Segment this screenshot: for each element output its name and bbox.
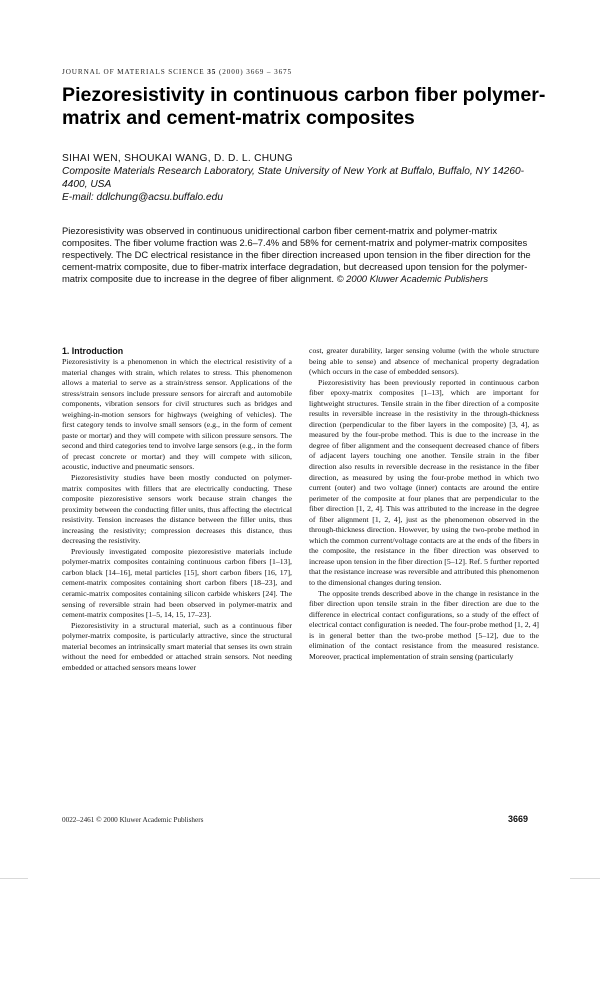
crop-mark-right: [570, 878, 600, 879]
affiliation: Composite Materials Research Laboratory, State University of New York at Buffalo, Buffalo, NY 14260-4400, USA: [62, 166, 525, 190]
journal-volume: 35: [207, 68, 217, 76]
journal-header: [62, 68, 292, 76]
abstract-text: Piezoresistivity was observed in continuous unidirectional carbon fiber cement-matrix and polymer-matrix composites. The fiber volume fraction was 2.6–7.4% and 58% for cement-matrix and polymer-matrix composites respectively. The DC electrical resistance in the fiber direction increased upon tension in the fiber direction for the cement-matrix composite, due to fiber-matrix interface degradation, but decreased upon tension for the polymer-matrix composite due to increase in the degree of fiber alignment.: [62, 225, 531, 285]
left-column: [62, 346, 292, 673]
section-heading: 1. Introduction: [62, 346, 124, 356]
right-column: [309, 346, 539, 662]
body-paragraph: The opposite trends described above in the change in resistance in the fiber direction upon tensile strain in the fiber direction are due to the difference in electrical contact configurations, so a study of the effect of electrical contact configuration is needed. The four-probe method [1, 2, 4] is in general better than the two-probe method [5–12], due to the elimination of the contact resistance from the measured resistance. Moreover, practical implementation of strain sensing (particularly: [309, 588, 539, 661]
journal-pages: (2000) 3669 – 3675: [218, 68, 293, 76]
contact-email: E-mail: ddlchung@acsu.buffalo.edu: [62, 192, 223, 203]
body-paragraph: Piezoresistivity in a structural material, such as a continuous fiber polymer-matrix composite, is particularly attractive, since the structural material becomes an intrinsically smart material that senses its own strain without the need for embedded or attached strain sensors. Not needing embedded or attached sensors means lower: [62, 620, 292, 672]
author-list: SIHAI WEN, SHOUKAI WANG, D. D. L. CHUNG: [62, 153, 293, 164]
body-paragraph: cost, greater durability, larger sensing volume (with the whole structure being able to sense) and absence of mechanical property degradation (which occurs in the case of embedded sensors).: [309, 346, 539, 377]
body-paragraph: Previously investigated composite piezoresistive materials include polymer-matrix composites containing continuous carbon fibers [1–13], carbon black [14–16], metal particles [15], short carbon fibers [16, 17], cement-matrix composites containing short carbon fibers [18–23], and ceramic-matrix composites containing silicon carbide whiskers [24]. The sensing of reversible strain had been observed in polymer-matrix and cement-matrix composites [1–5, 14, 15, 17–23].: [62, 546, 292, 620]
journal-name: JOURNAL OF MATERIALS SCIENCE: [62, 68, 205, 76]
crop-mark-left: [0, 878, 28, 879]
page-number: 3669: [508, 814, 529, 824]
footer-copyright: 0022–2461 © 2000 Kluwer Academic Publishers: [62, 816, 204, 824]
paper-title: Piezoresistivity in continuous carbon fiber polymer-matrix and cement-matrix composites: [62, 84, 546, 129]
abstract: [62, 225, 540, 285]
body-paragraph: Piezoresistivity studies have been mostly conducted on polymer-matrix composites with fillers that are electrically conducting. These composite piezoresistive sensors work because strain changes the proximity between the conducting filler units, thus affecting the electrical resistivity. Tension increases the distance between the filler units, thus increasing the resistivity; compression decreases this distance, thus decreasing the resistivity.: [62, 473, 292, 546]
abstract-publisher: © 2000 Kluwer Academic Publishers: [336, 273, 489, 285]
body-paragraph: Piezoresistivity is a phenomenon in which the electrical resistivity of a material changes with strain, which relates to stress. This phenomenon allows a material to serve as a strain/stress sensor. Applications of the stress/strain sensors include pressure sensors for aircraft and automobile components, vibration sensors for civil structures such as bridges and weighing-in-motion sensors for highways (weighing of vehicles). The first category tends to involve small sensors (e.g., in the form of cement paste or mortar) and they will compete with silicon pressure sensors. The second and third categories tend to involve large sensors (e.g., in the form of precast concrete or mortar) and they will compete with silicon, acoustic, inductive and pneumatic sensors.: [62, 357, 292, 472]
body-paragraph: Piezoresistivity has been previously reported in continuous carbon fiber epoxy-matrix composites [1–13], which are important for lightweight structures. Tensile strain in the fiber direction of a composite results in reversible increase in the resistivity in the through-thickness direction (perpendicular to the fiber layers in the composite) [3, 4], as measured by the four-probe method. This is due to the increase in the degree of fiber alignment and the consequent decreased chance of fibers of adjacent layers touching one another. Tensile strain in the fiber direction also results in reversible decrease in the resistance in the fiber direction, as measured by using the four-probe method in which two current (outer) and two voltage (inner) contacts are around the entire perimeter of the composite at four planes that are perpendicular to the fiber direction [1, 2, 4]. This was attributed to the increase in the degree of fiber alignment [1, 2, 4], just as the phenomenon observed in the through-thickness direction. However, by using the two-probe method in which the common current/voltage contacts are at the ends of the fibers in the composite, the resistance in the fiber direction was observed to increase upon tension in the fiber direction [5–12]. Ref. 5 further reported that the resistance increase was reversible and attributed this phenomenon to the dimensional changes during tension.: [309, 377, 539, 588]
